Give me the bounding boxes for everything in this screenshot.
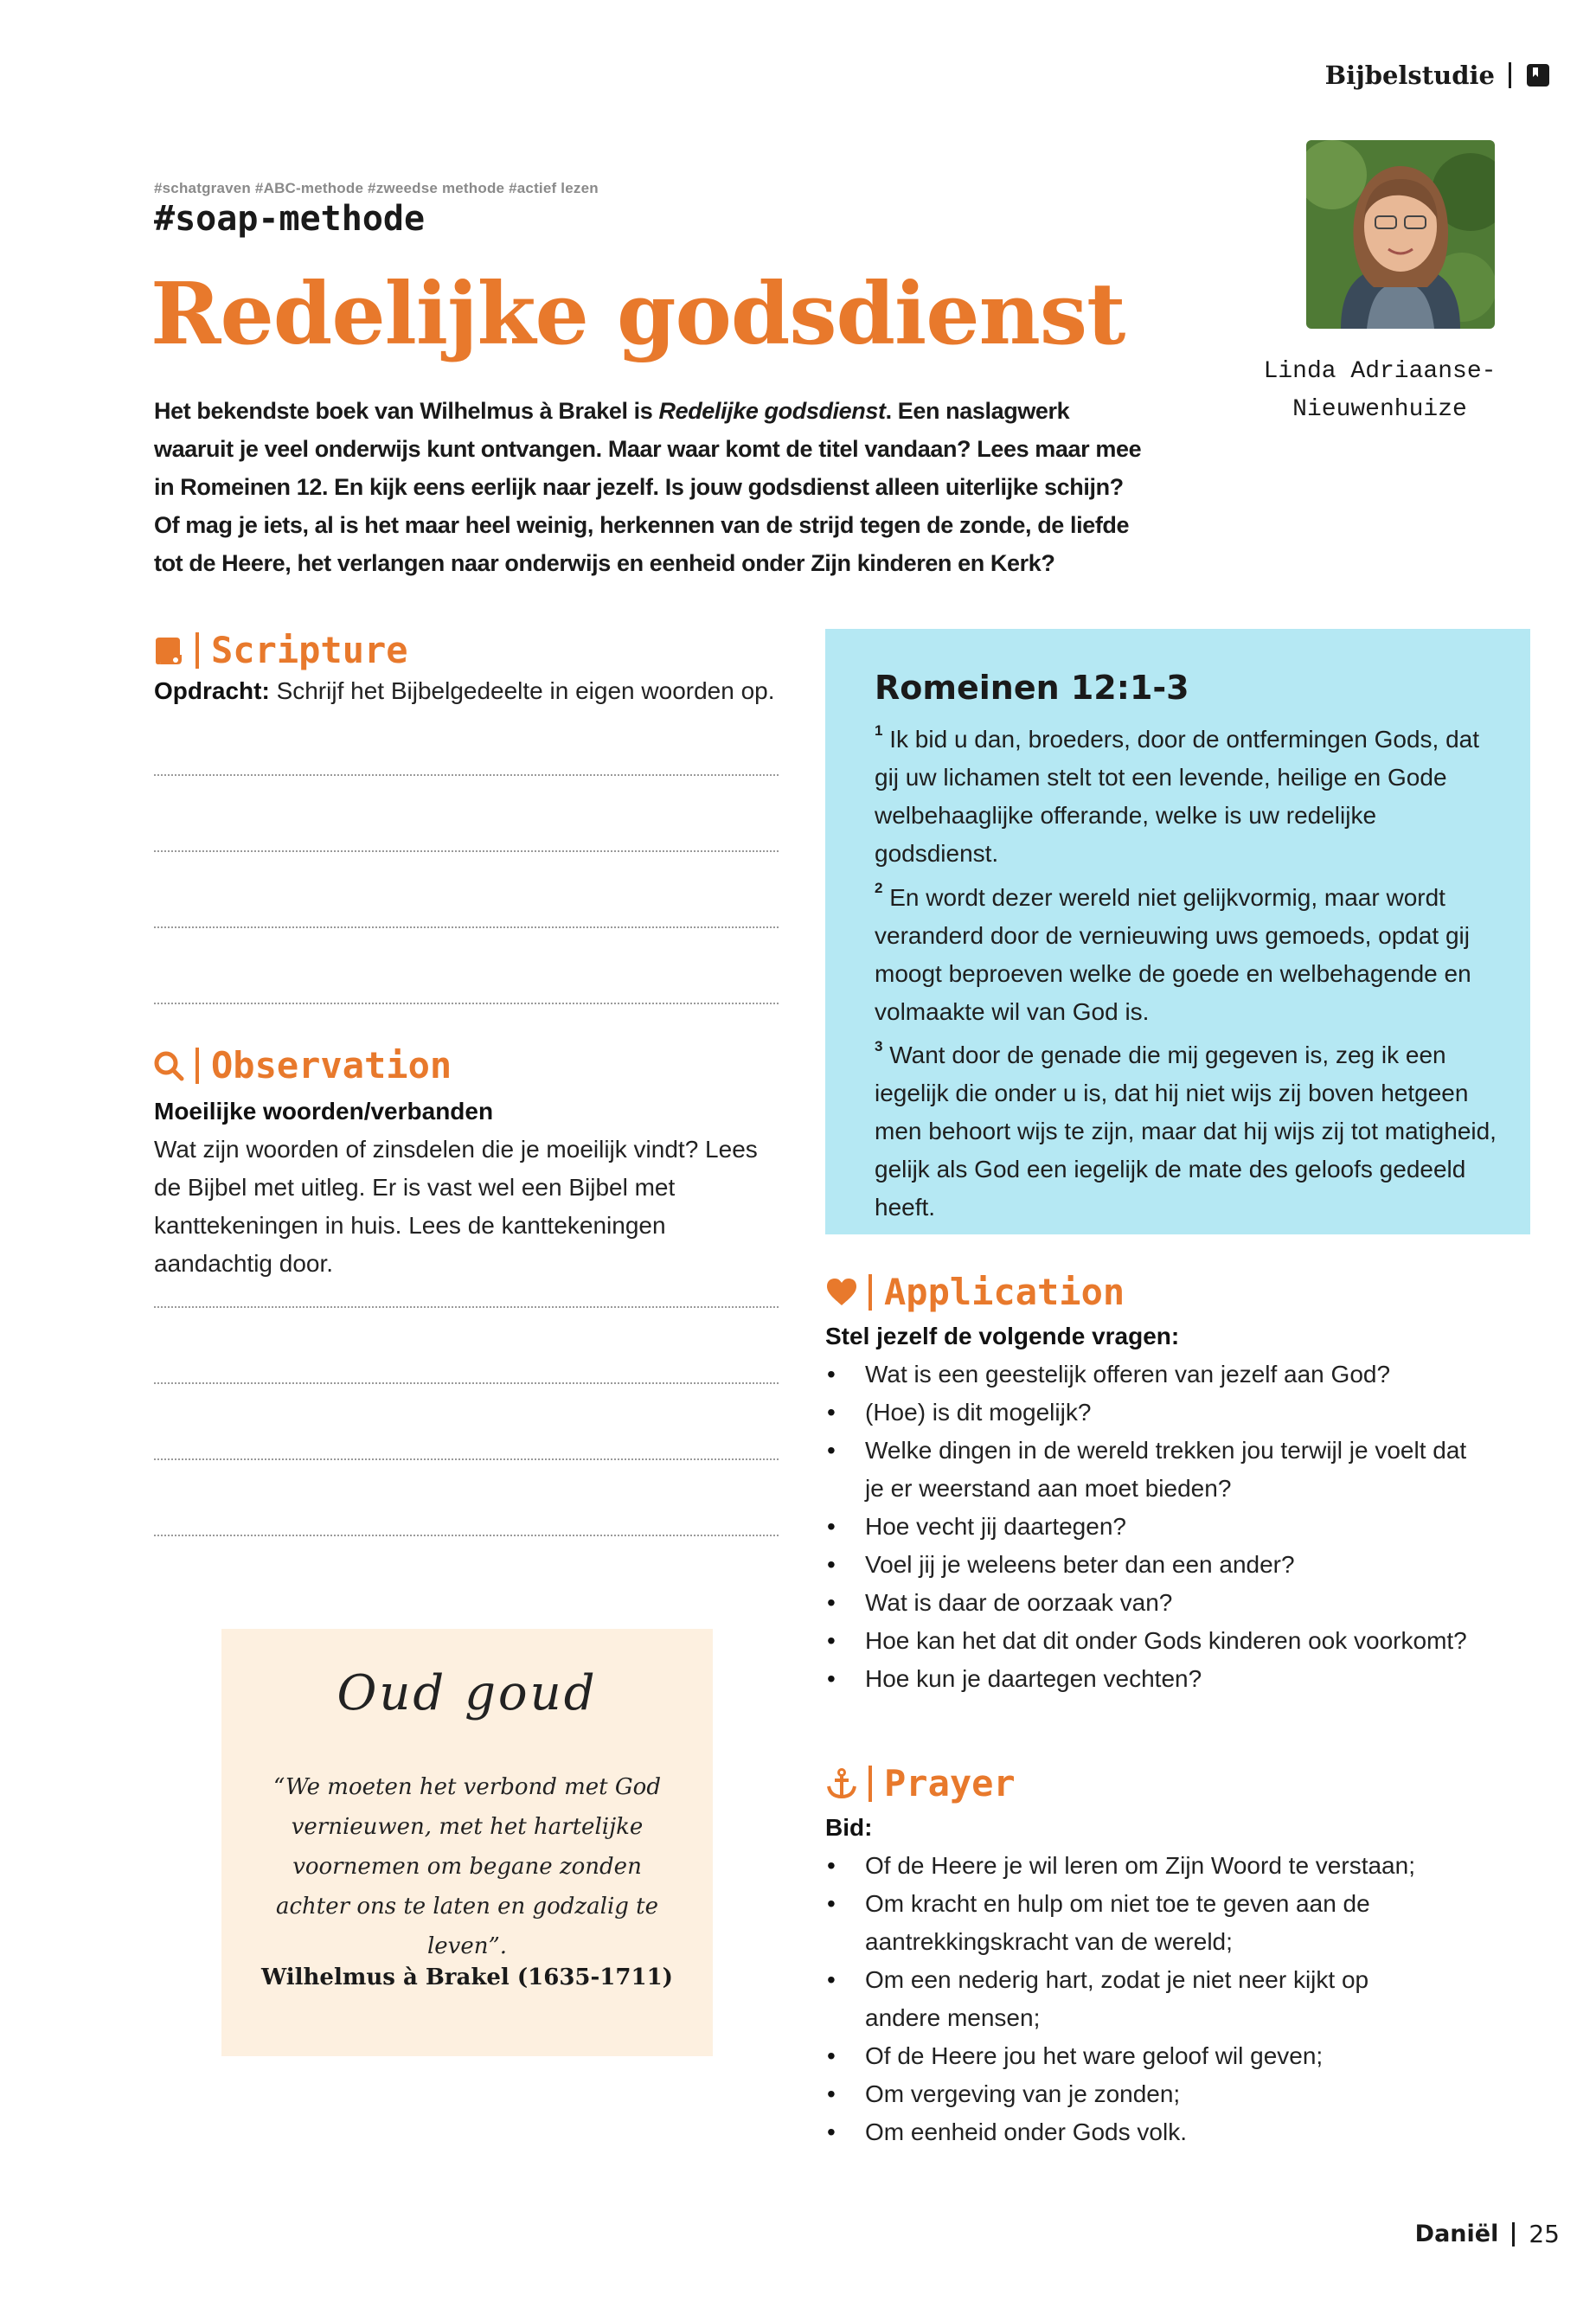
- divider: [1512, 2222, 1515, 2247]
- application-list: [825, 1356, 1483, 1698]
- list-item: • Om kracht en hulp om niet toe te geven aan de aantrekkingskracht van de wereld;: [825, 1885, 1448, 1961]
- writing-line[interactable]: [154, 926, 779, 928]
- list-item: • Wat is een geestelijk offeren van jezelf aan God?: [825, 1356, 1483, 1394]
- list-item: • Voel jij je weleens beter dan een ander?: [825, 1546, 1483, 1584]
- heart-icon: [825, 1276, 858, 1309]
- prayer-heading: [825, 1762, 1016, 1804]
- page-title: Redelijke godsdienst: [151, 265, 1125, 364]
- verse-1: $^1$ Ik bid u dan, broeders, door de ontfermingen Gods, dat gij uw lichamen stelt tot een levende, heilige en Gode welbehaaglijke offerande, welke is uw redelijke godsdienst.: [875, 722, 1480, 868]
- application-heading: [825, 1271, 1125, 1313]
- list-item: • (Hoe) is dit mogelijk?: [825, 1394, 1483, 1432]
- prayer-title: Prayer: [884, 1762, 1016, 1804]
- intro-paragraph: Het bekendste boek van Wilhelmus à Brakel is Redelijke godsdienst. Een naslagwerk waaruit je veel onderwijs kunt ontvangen. Maar waar komt de titel vandaan? Lees maar mee in Romeinen 12. En kijk eens eerlijk naar jezelf. Is jouw godsdienst alleen uiterlijke schijn? Of mag je iets, al is het maar heel weinig, herkennen van de strijd tegen de zonde, de liefde tot de Heere, het verlangen naar onderwijs en eenheid onder Zijn kinderen en Kerk?: [154, 398, 1142, 576]
- quote-heading: Oud goud: [337, 1665, 598, 1721]
- page-footer: [1415, 2220, 1560, 2248]
- list-item: • Om eenheid onder Gods volk.: [825, 2113, 1448, 2151]
- writing-line[interactable]: [154, 774, 779, 776]
- writing-line[interactable]: [154, 1003, 779, 1004]
- author-name: Linda Adriaanse- Nieuwenhuize: [1263, 358, 1497, 423]
- magazine-name: Daniël: [1414, 2221, 1499, 2247]
- scroll-icon: [152, 634, 185, 667]
- list-item: • Of de Heere je wil leren om Zijn Woord te verstaan;: [825, 1847, 1448, 1885]
- observation-heading: [152, 1044, 452, 1086]
- prayer-list: [825, 1847, 1448, 2151]
- list-item: • Hoe vecht jij daartegen?: [825, 1508, 1483, 1546]
- quote-author: Wilhelmus à Brakel (1635-1711): [261, 1965, 673, 1990]
- anchor-icon: [825, 1767, 858, 1800]
- list-item: • Hoe kan het dat dit onder Gods kinderen ook voorkomt?: [825, 1622, 1483, 1660]
- bible-icon: [1525, 62, 1551, 88]
- scripture-heading: [152, 629, 408, 671]
- quote-text: “We moeten het verbond met God vernieuwen, met het hartelijke voornemen om begane zonden achter ons te laten en godzalig te leven”.: [273, 1774, 661, 1959]
- observation-title: Observation: [211, 1044, 452, 1086]
- observation-text: Wat zijn woorden of zinsdelen die je moeilijk vindt? Lees de Bijbel met uitleg. Er is vast wel een Bijbel met kanttekeningen in huis. Lees de kanttekeningen aandachtig door.: [154, 1136, 758, 1277]
- writing-line[interactable]: [154, 1306, 779, 1308]
- verse-3: $^3$ Want door de genade die mij gegeven is, zeg ik een iegelijk die onder u is, dat hij niet wijs zij boven hetgeen men behoort wijs te zijn, maar dat hij wijs zij tot matigheid, gelijk als God een iegelijk de mate des geloofs gedeeld heeft.: [875, 1037, 1497, 1221]
- application-title: Application: [884, 1271, 1125, 1313]
- list-item: • Of de Heere jou het ware geloof wil geven;: [825, 2037, 1448, 2075]
- method-label: #soap-methode: [154, 199, 426, 239]
- verse-2: $^2$ En wordt dezer wereld niet gelijkvormig, maar wordt veranderd door de vernieuwing uws gemoeds, opdat gij moogt beproeven welke de goede en welbehagende en volmaakte wil van God is.: [875, 880, 1471, 1025]
- list-item: • Welke dingen in de wereld trekken jou terwijl je voelt dat je er weerstand aan moet bieden?: [825, 1432, 1483, 1508]
- writing-line[interactable]: [154, 850, 779, 852]
- passage-reference: Romeinen 12:1-3: [875, 669, 1189, 707]
- author-photo: [1306, 140, 1495, 329]
- prayer-intro: Bid:: [825, 1814, 873, 1841]
- list-item: • Wat is daar de oorzaak van?: [825, 1584, 1483, 1622]
- scripture-title: Scripture: [211, 629, 408, 671]
- scripture-assignment: Opdracht: Schrijf het Bijbelgedeelte in eigen woorden op.: [154, 677, 775, 704]
- tag-line: #schatgraven #ABC-methode #zweedse methode #actief lezen: [154, 180, 599, 196]
- book-title: Redelijke godsdienst: [658, 398, 886, 424]
- section-label: Bijbelstudie: [1324, 61, 1495, 90]
- divider: [1509, 62, 1511, 88]
- list-item: • Om vergeving van je zonden;: [825, 2075, 1448, 2113]
- passage-box: [825, 629, 1530, 1234]
- application-intro: Stel jezelf de volgende vragen:: [825, 1323, 1180, 1349]
- page-number: 25: [1529, 2220, 1560, 2248]
- writing-line[interactable]: [154, 1382, 779, 1384]
- list-item: • Om een nederig hart, zodat je niet neer kijkt op andere mensen;: [825, 1961, 1448, 2037]
- list-item: • Hoe kun je daartegen vechten?: [825, 1660, 1483, 1698]
- writing-line[interactable]: [154, 1535, 779, 1536]
- magnifier-icon: [152, 1049, 185, 1082]
- observation-subheading: Moeilijke woorden/verbanden: [154, 1098, 494, 1125]
- quote-box: [221, 1629, 713, 2056]
- page-header: [1325, 61, 1551, 90]
- writing-line[interactable]: [154, 1458, 779, 1460]
- passage-text: [875, 715, 1506, 1227]
